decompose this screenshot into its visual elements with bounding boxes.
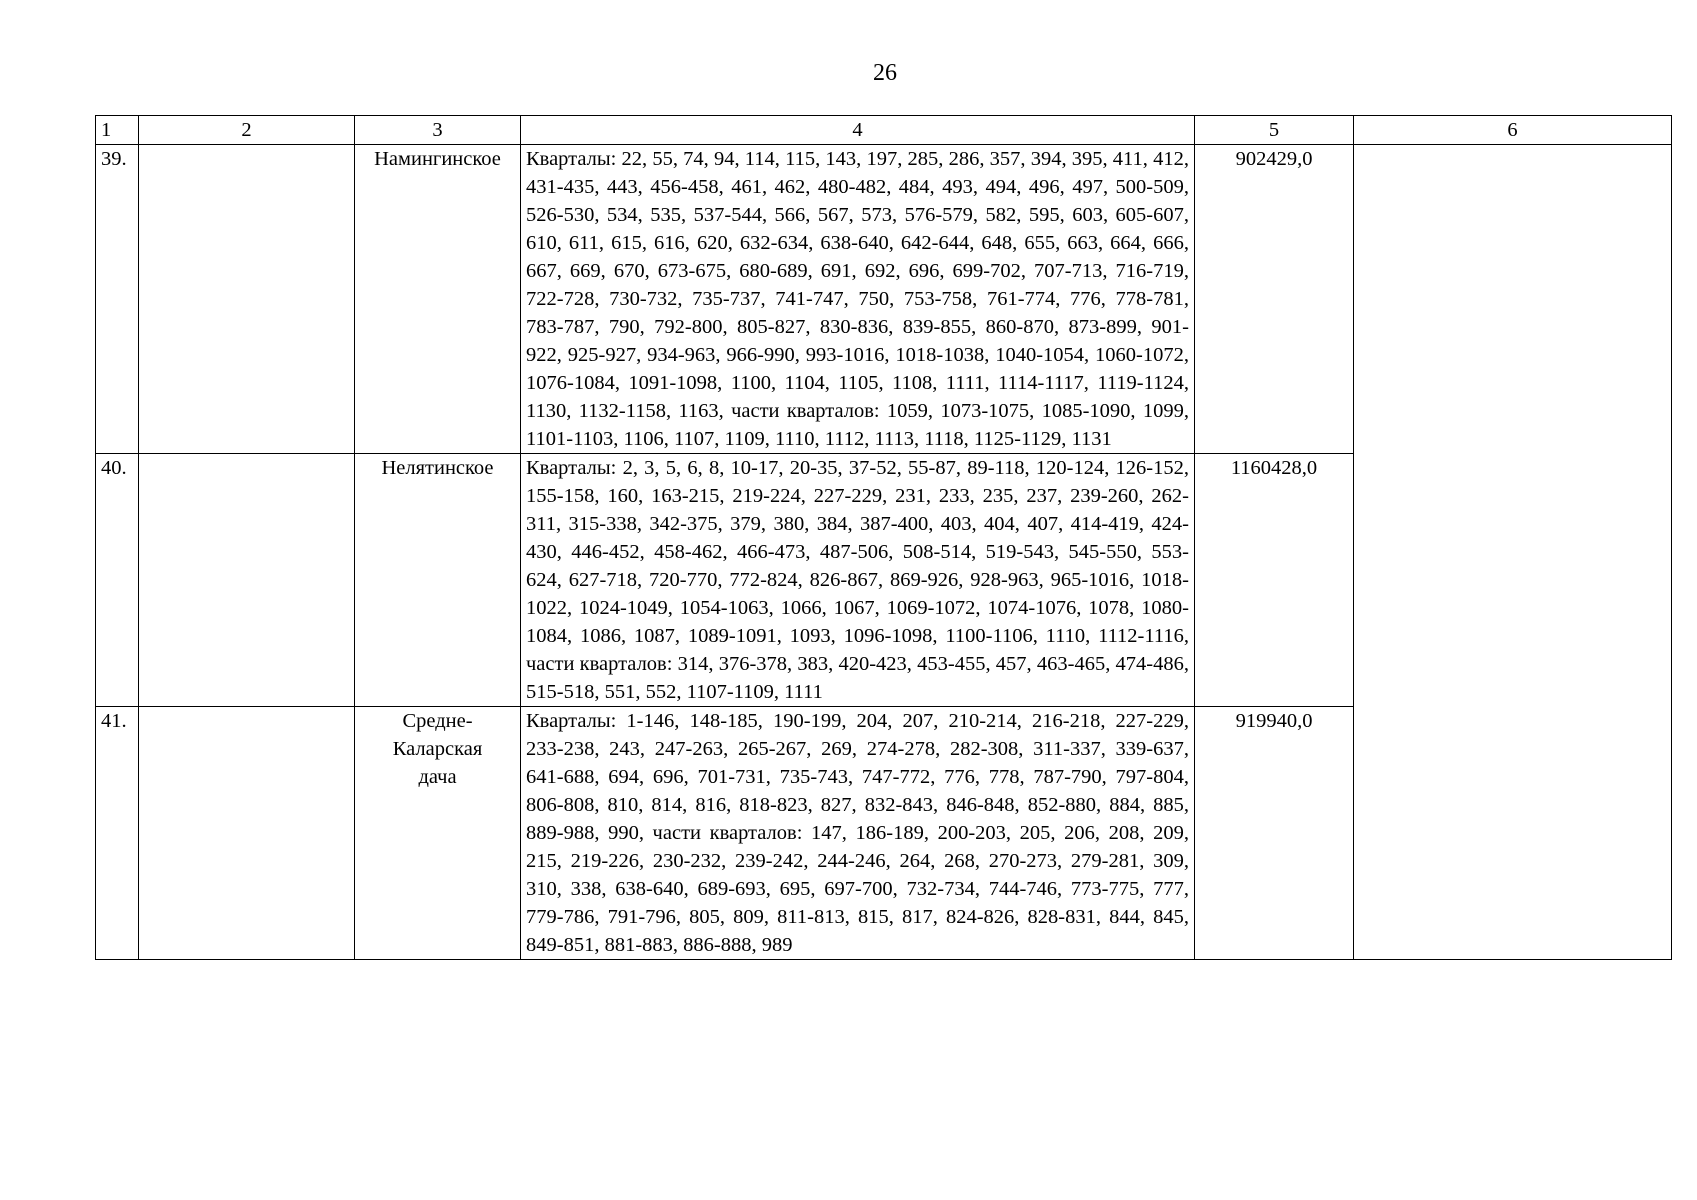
column-header-4: 4: [521, 116, 1195, 145]
forestry-name: Нелятинское: [355, 454, 521, 707]
area-value: 902429,0: [1195, 145, 1354, 454]
column-header-5: 5: [1195, 116, 1354, 145]
column-header-1: 1: [96, 116, 139, 145]
row-col6: [1354, 145, 1672, 960]
table-row: [96, 145, 1672, 454]
row-number: 41.: [96, 707, 139, 960]
row-col2: [139, 454, 355, 707]
forestry-name: Средне-Каларская дача: [355, 707, 521, 960]
table-header-row: [96, 116, 1672, 145]
row-col2: [139, 707, 355, 960]
area-value: 1160428,0: [1195, 454, 1354, 707]
column-header-3: 3: [355, 116, 521, 145]
column-header-6: 6: [1354, 116, 1672, 145]
row-number: 40.: [96, 454, 139, 707]
row-col2: [139, 145, 355, 454]
quarters-table: [95, 115, 1672, 960]
column-header-2: 2: [139, 116, 355, 145]
row-number: 39.: [96, 145, 139, 454]
page-number: 26: [873, 60, 897, 86]
quarters-list: Кварталы: 22, 55, 74, 94, 114, 115, 143, 197, 285, 286, 357, 394, 395, 411, 412, 431-435, 443, 456-458, 461, 462, 480-482, 484, 493, 494, 496, 497, 500-509, 526-530, 534, 535, 537-544, 566, 567, 573, 576-579, 582, 595, 603, 605-607, 610, 611, 615, 616, 620, 632-634, 638-640, 642-644, 648, 655, 663, 664, 666, 667, 669, 670, 673-675, 680-689, 691, 692, 696, 699-702, 707-713, 716-719, 722-728, 730-732, 735-737, 741-747, 750, 753-758, 761-774, 776, 778-781, 783-787, 790, 792-800, 805-827, 830-836, 839-855, 860-870, 873-899, 901-922, 925-927, 934-963, 966-990, 993-1016, 1018-1038, 1040-1054, 1060-1072, 1076-1084, 1091-1098, 1100, 1104, 1105, 1108, 1111, 1114-1117, 1119-1124, 1130, 1132-1158, 1163, части кварталов: 1059, 1073-1075, 1085-1090, 1099, 1101-1103, 1106, 1107, 1109, 1110, 1112, 1113, 1118, 1125-1129, 1131: [521, 145, 1195, 454]
area-value: 919940,0: [1195, 707, 1354, 960]
quarters-list: Кварталы: 1-146, 148-185, 190-199, 204, 207, 210-214, 216-218, 227-229, 233-238, 243, 247-263, 265-267, 269, 274-278, 282-308, 311-337, 339-637, 641-688, 694, 696, 701-731, 735-743, 747-772, 776, 778, 787-790, 797-804, 806-808, 810, 814, 816, 818-823, 827, 832-843, 846-848, 852-880, 884, 885, 889-988, 990, части кварталов: 147, 186-189, 200-203, 205, 206, 208, 209, 215, 219-226, 230-232, 239-242, 244-246, 264, 268, 270-273, 279-281, 309, 310, 338, 638-640, 689-693, 695, 697-700, 732-734, 744-746, 773-775, 777, 779-786, 791-796, 805, 809, 811-813, 815, 817, 824-826, 828-831, 844, 845, 849-851, 881-883, 886-888, 989: [521, 707, 1195, 960]
quarters-list: Кварталы: 2, 3, 5, 6, 8, 10-17, 20-35, 37-52, 55-87, 89-118, 120-124, 126-152, 155-158, 160, 163-215, 219-224, 227-229, 231, 233, 235, 237, 239-260, 262-311, 315-338, 342-375, 379, 380, 384, 387-400, 403, 404, 407, 414-419, 424-430, 446-452, 458-462, 466-473, 487-506, 508-514, 519-543, 545-550, 553-624, 627-718, 720-770, 772-824, 826-867, 869-926, 928-963, 965-1016, 1018-1022, 1024-1049, 1054-1063, 1066, 1067, 1069-1072, 1074-1076, 1078, 1080-1084, 1086, 1087, 1089-1091, 1093, 1096-1098, 1100-1106, 1110, 1112-1116, части кварталов: 314, 376-378, 383, 420-423, 453-455, 457, 463-465, 474-486, 515-518, 551, 552, 1107-1109, 1111: [521, 454, 1195, 707]
forestry-name: Намингинское: [355, 145, 521, 454]
